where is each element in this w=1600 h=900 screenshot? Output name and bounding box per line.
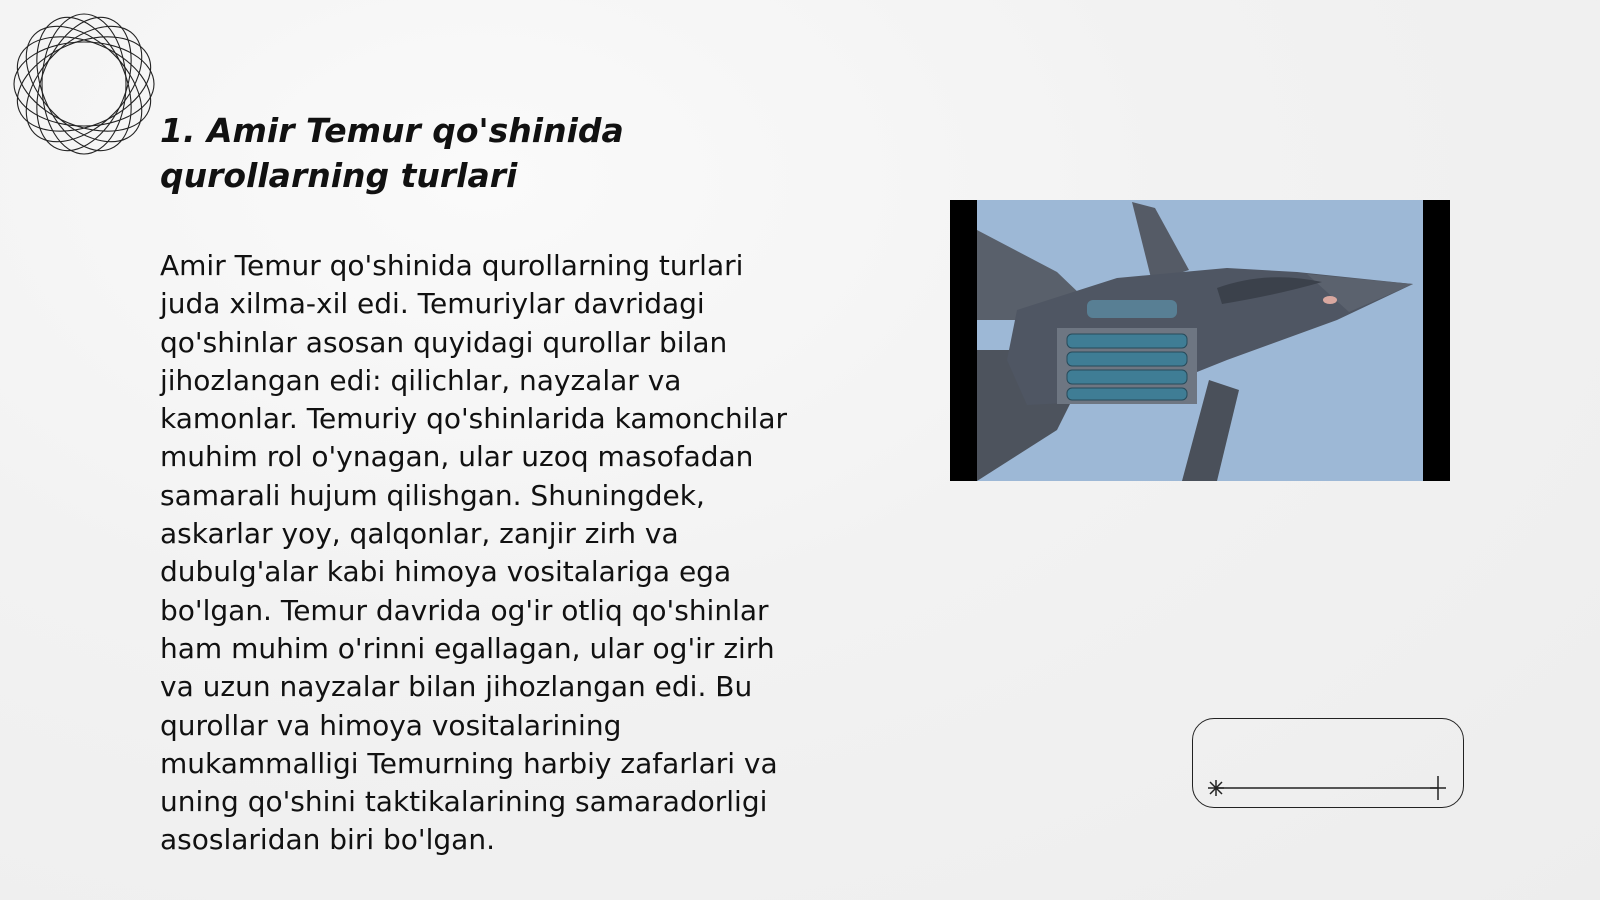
slide-body-text: Amir Temur qo'shinida qurollarning turlari juda xilma-xil edi. Temuriylar davridagi qo'shinlar asosan quyidagi qurollar bilan jihozlangan edi: qilichlar, nayzalar va kamonlar. Temuriy qo'shinlarida kamonchilar muhim rol o'ynagan, ular uzoq masofadan samarali hujum qilishgan. Shuningdek, askarlar yoy, qalqonlar, zanjir zirh va dubulg'alar kabi himoya vositalariga ega bo'lgan. Temur davrida og'ir otliq qo'shinlar ham muhim o'rinni egallagan, ular og'ir zirh va uzun nayzalar bilan jihozlangan edi. Bu qurollar va himoya vositalarining mukammalligi Temurning harbiy zafarlari va uning qo'shini taktikalarining samaradorligi asoslaridan biri bo'lgan. bbox=[160, 249, 787, 857]
sparkle-icon bbox=[1208, 780, 1224, 796]
plus-star-icon bbox=[1430, 776, 1446, 800]
orbit-rings-icon bbox=[8, 8, 160, 160]
slide-title: 1. Amir Temur qo'shinida qurollarning turlari bbox=[160, 111, 624, 195]
fighter-jet-photo bbox=[950, 200, 1450, 481]
decorative-line bbox=[1200, 770, 1450, 800]
